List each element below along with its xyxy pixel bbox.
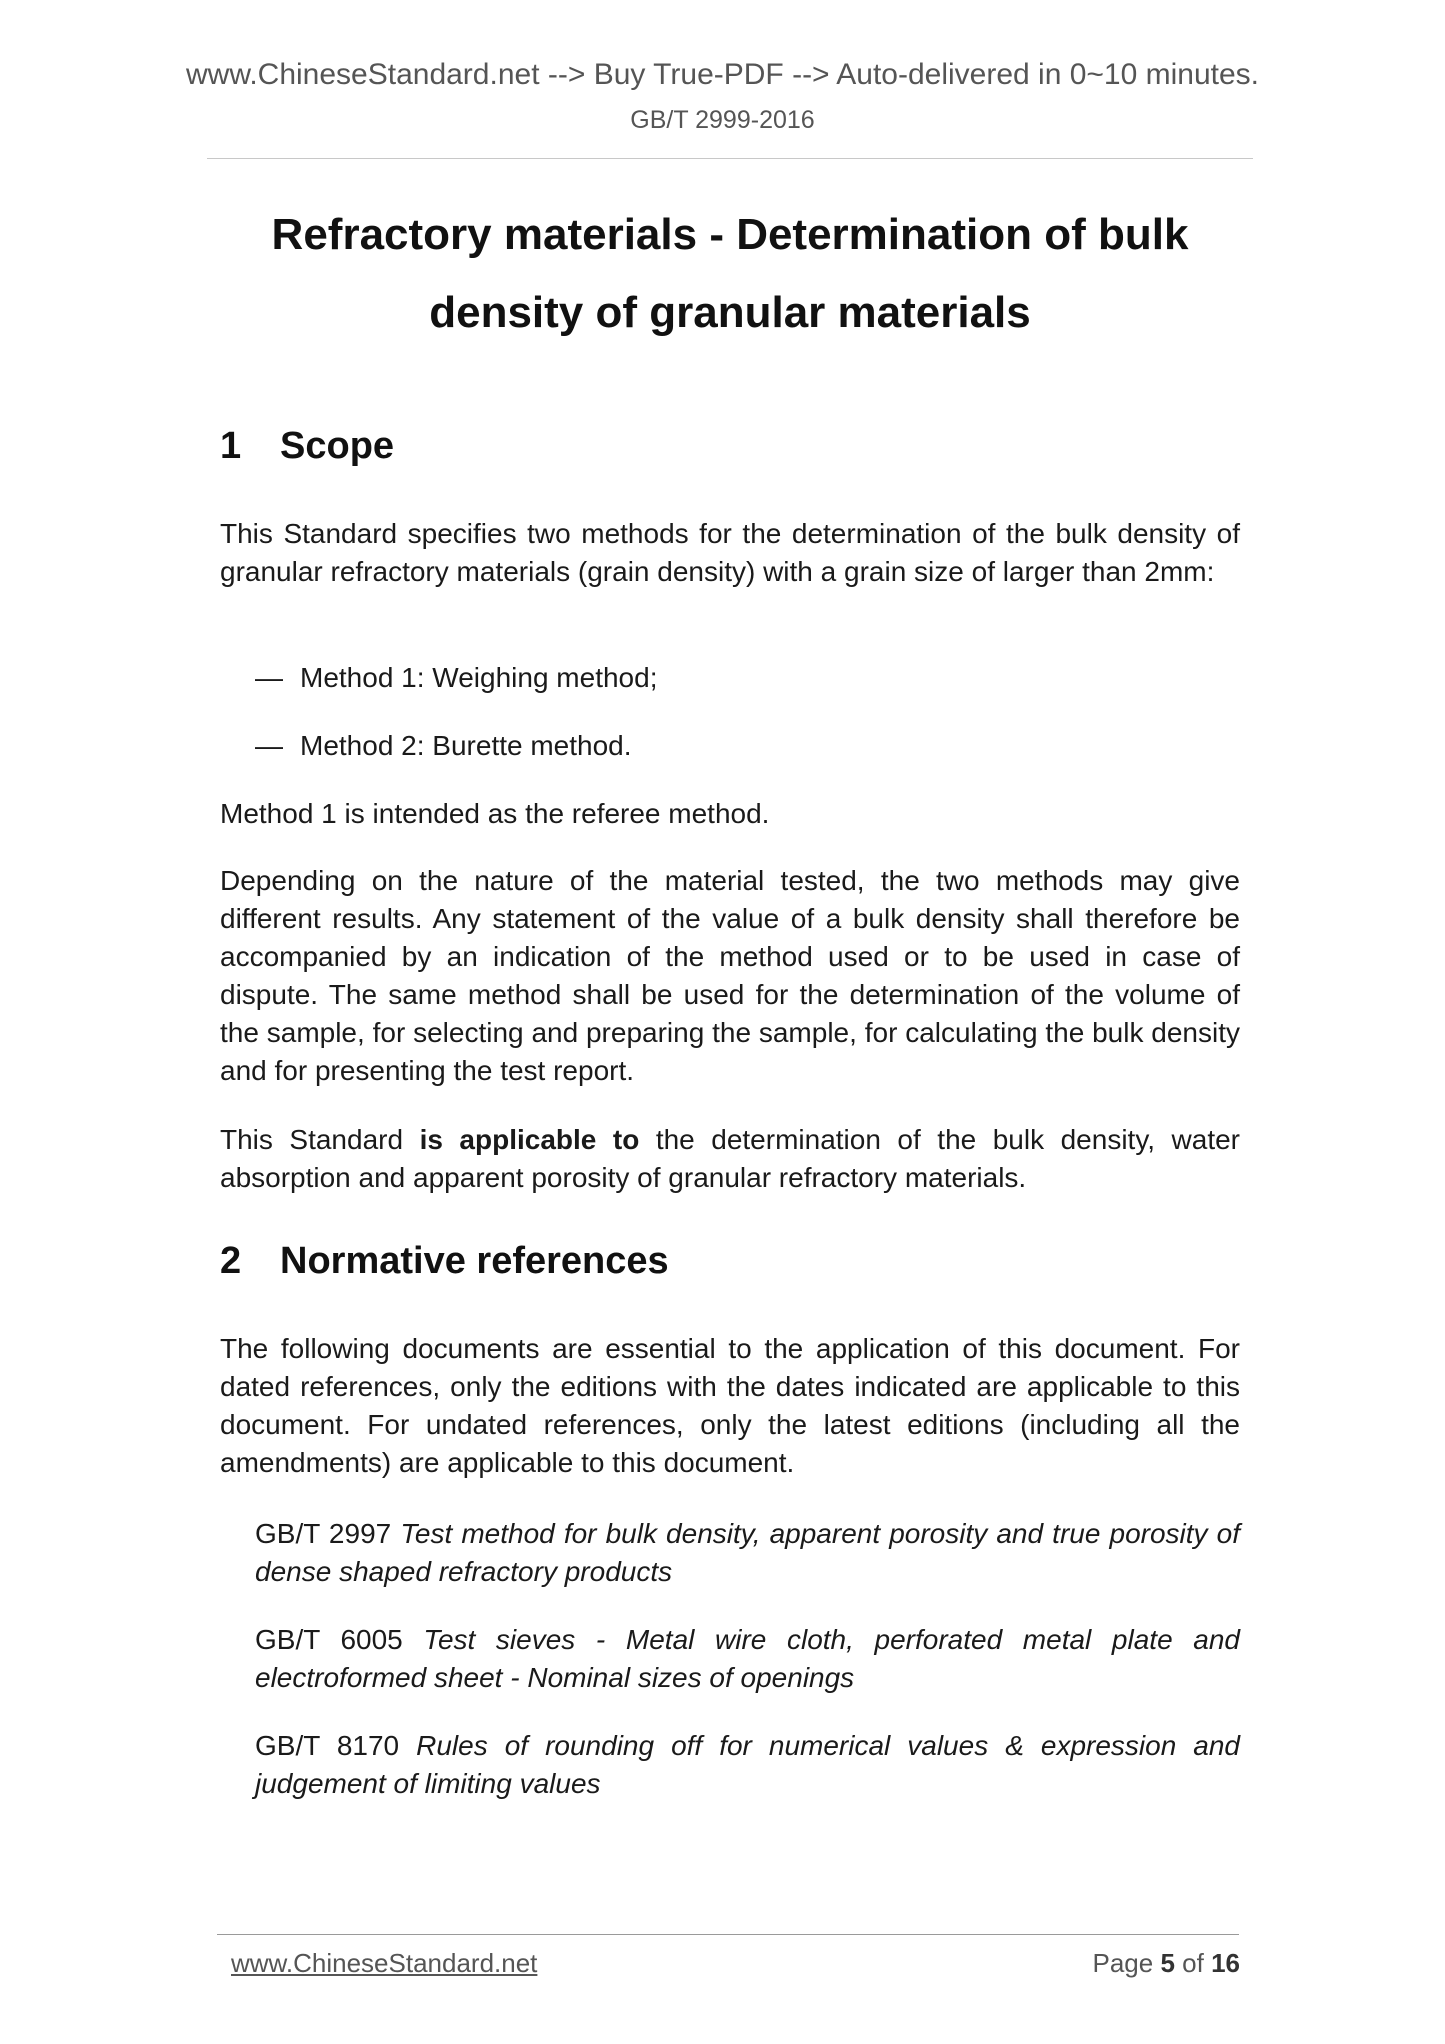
scope-paragraph-1 <box>220 515 1240 591</box>
references-intro <box>220 1330 1240 1482</box>
scope-text-4-pre: This Standard <box>220 1124 420 1155</box>
method-1-item <box>255 659 657 697</box>
section-2-title: Normative references <box>280 1240 669 1282</box>
reference-code: GB/T 8170 <box>255 1730 400 1761</box>
section-1-title: Scope <box>280 425 395 467</box>
footer-divider <box>217 1934 1239 1935</box>
scope-paragraph-4 <box>220 1121 1240 1197</box>
section-1-heading <box>220 425 1240 468</box>
scope-text-4 <box>220 1121 1240 1197</box>
references-intro-text: The following documents are essential to the application of this document. For dated references, only the editions with the dates indicated are applicable to this document. For undated references, only the latest editions (including all the amendments) are applicable to this document. <box>220 1333 1240 1478</box>
reference-item <box>255 1621 1240 1697</box>
section-1-number: 1 <box>220 425 242 467</box>
header-divider <box>207 158 1253 159</box>
standard-code: GB/T 2999-2016 <box>630 106 815 134</box>
page-label: Page <box>1092 1948 1154 1978</box>
reference-title: Test sieves - Metal wire cloth, perforated metal plate and electroformed sheet - Nominal sizes of openings <box>255 1624 1240 1693</box>
reference-code: GB/T 6005 <box>255 1624 403 1655</box>
dash-marker: — <box>255 662 283 693</box>
method-2-text: Method 2: Burette method. <box>300 730 632 761</box>
scope-text-4-post: the determination of the bulk density, water absorption and apparent porosity of granular refractory materials. <box>220 1124 1240 1193</box>
page-current: 5 <box>1160 1948 1175 1978</box>
title-line-1: Refractory materials - Determination of bulk <box>271 210 1189 259</box>
page-of: of <box>1182 1948 1204 1978</box>
page-number <box>1092 1948 1240 1979</box>
section-2-number: 2 <box>220 1240 242 1282</box>
scope-text-1: This Standard specifies two methods for the determination of the bulk density of granular refractory materials (grain density) with a grain size of larger than 2mm: <box>220 518 1240 587</box>
footer-website-link[interactable]: www.ChineseStandard.net <box>231 1948 538 1978</box>
page-total: 16 <box>1211 1948 1240 1978</box>
title-line-2: density of granular materials <box>429 288 1031 337</box>
top-banner: www.ChineseStandard.net --> Buy True-PDF --> Auto-delivered in 0~10 minutes. <box>185 58 1260 91</box>
scope-paragraph-2 <box>220 795 1240 833</box>
reference-item <box>255 1515 1240 1591</box>
method-2-item <box>255 727 632 765</box>
scope-paragraph-3 <box>220 862 1240 1090</box>
reference-title: Rules of rounding off for numerical values & expression and judgement of limiting values <box>255 1730 1240 1799</box>
document-title <box>220 196 1240 352</box>
reference-item <box>255 1727 1240 1803</box>
section-2-heading <box>220 1240 1240 1283</box>
scope-text-2: Method 1 is intended as the referee method. <box>220 798 770 829</box>
reference-code: GB/T 2997 <box>255 1518 392 1549</box>
method-1-text: Method 1: Weighing method; <box>300 662 658 693</box>
scope-text-3: Depending on the nature of the material tested, the two methods may give different results. Any statement of the value of a bulk density shall therefore be accompanied by an indication of the method used or to be used in case of dispute. The same method shall be used for the determination of the volume of the sample, for selecting and preparing the sample, for calculating the bulk density and for presenting the test report. <box>220 865 1240 1086</box>
scope-text-4-bold: is applicable to <box>419 1124 640 1155</box>
dash-marker: — <box>255 730 283 761</box>
reference-title: Test method for bulk density, apparent porosity and true porosity of dense shaped refractory products <box>255 1518 1241 1587</box>
